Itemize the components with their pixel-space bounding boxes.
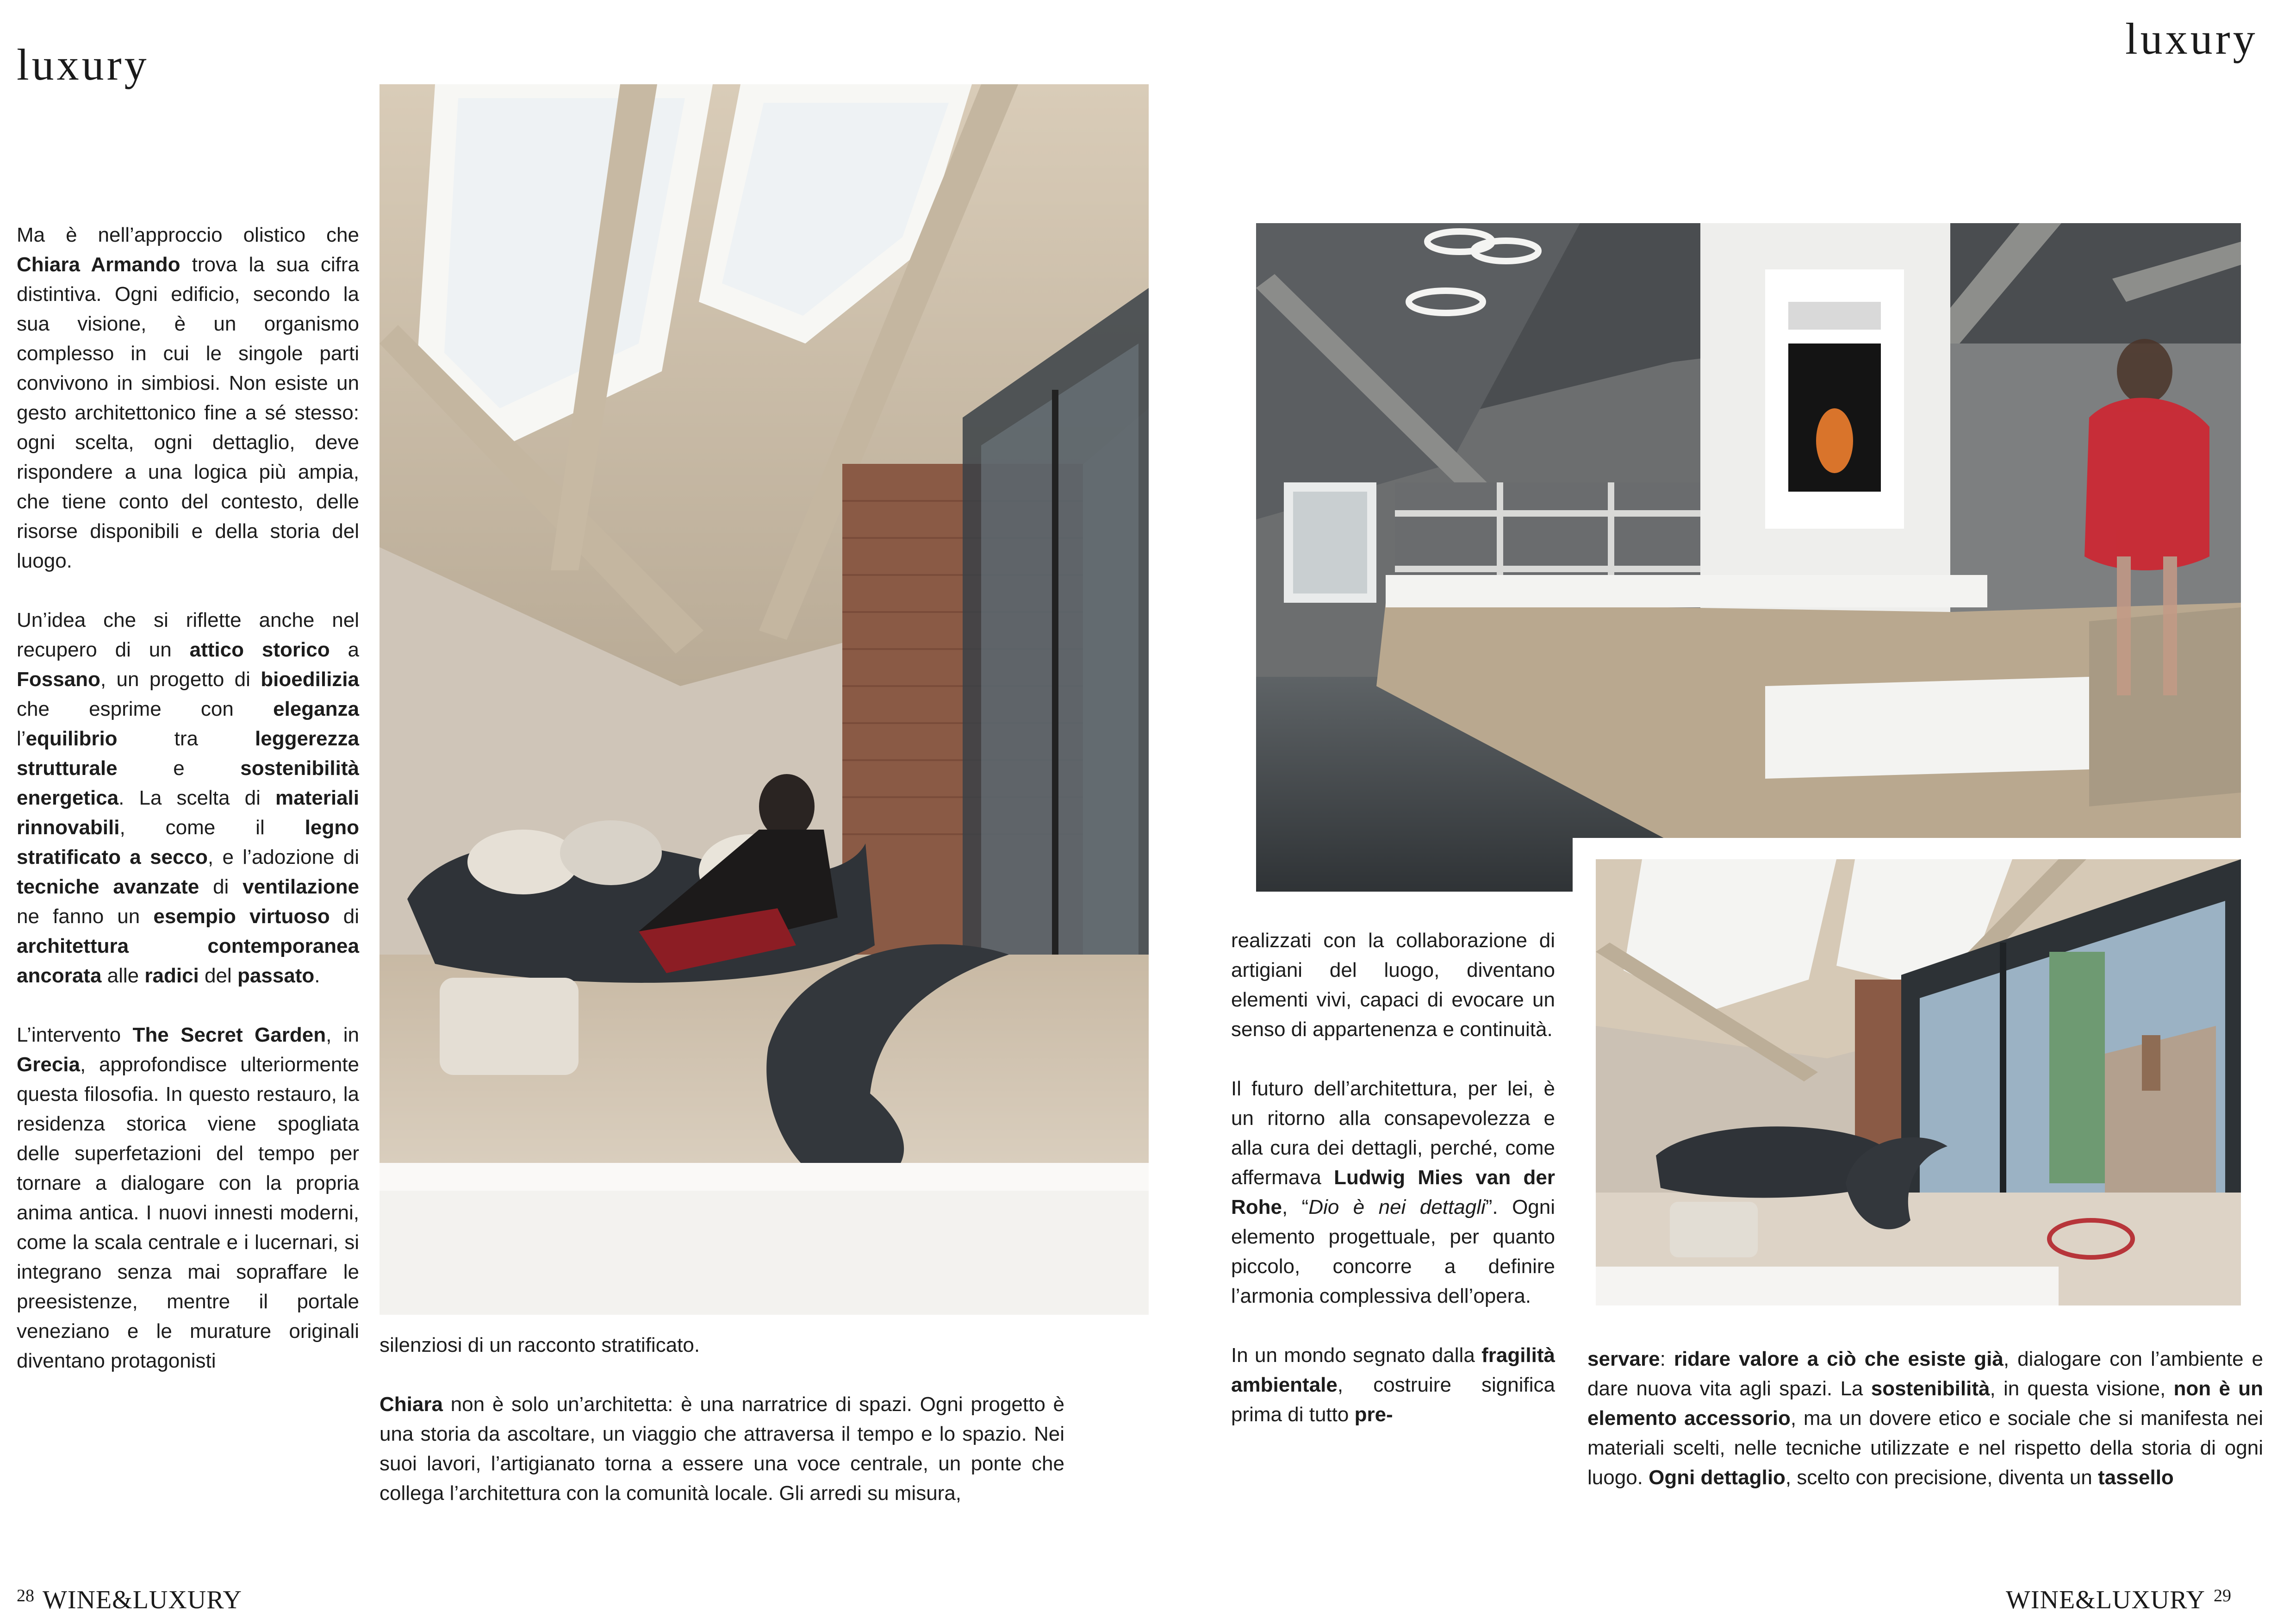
text-run: silenziosi di un racconto stratificato. (380, 1334, 700, 1356)
bold-text: materiali rinnovabili (17, 787, 359, 839)
living-fireplace-photo (1256, 223, 2241, 892)
text-run: In un mondo segnato dalla (1231, 1344, 1482, 1367)
text-run: di (199, 875, 243, 898)
text-run: non è solo un’architetta: è una narratrice di spazi. Ogni progetto è una storia da ascoltare, un viaggio che attraversa il tempo e lo spazio. Nei suoi lavori, l’artigianato torna a essere una voce centrale, un ponte che collega l’architettura con la comunità locale. Gli arredi su misura, (380, 1393, 1064, 1505)
paragraph (1587, 1344, 2263, 1493)
bold-text: Fossano (17, 668, 100, 691)
bold-text: ridare valore a ciò che esiste già (1674, 1348, 2004, 1370)
attic-window-photo (1596, 859, 2241, 1305)
text-run: : (1660, 1348, 1674, 1370)
text-run: , come il (119, 816, 305, 839)
text-run: , costruire significa prima di tutto (1231, 1374, 1555, 1426)
paragraph (380, 1330, 1064, 1360)
text-run: a (330, 638, 359, 661)
text-run: , scelto con precisione, diventa un (1785, 1466, 2098, 1489)
text-run: ”. Ogni elemento progettuale, per quanto piccolo, concorre a definire l’armonia complessiva dell’opera. (1231, 1196, 1556, 1307)
italic-text: Dio è nei dettagli (1308, 1196, 1486, 1218)
attic-sofa-photo (380, 84, 1149, 1315)
text-run: trova la sua cifra distintiva. Ogni edificio, secondo la sua visione, è un organismo complesso in cui le singole parti convivono in simbiosi. Non esiste un gesto architettonico fine a sé stesso: ogni scelta, ogni dettaglio, deve rispondere a una logica più ampia, che tiene conto del contesto, delle risorse disponibili e della storia del luogo. (17, 253, 360, 572)
right-column-3 (1231, 926, 1555, 1430)
bold-text: Ogni dettaglio (1649, 1466, 1786, 1489)
paragraph (17, 1020, 359, 1376)
left-footer (17, 1587, 242, 1613)
bold-text: Chiara Armando (17, 253, 180, 276)
bold-text: non è un elemento accessorio (1587, 1377, 2263, 1430)
text-run: alle (101, 964, 145, 987)
paragraph (17, 220, 359, 576)
text-run: realizzati con la collaborazione di artigiani del luogo, diventano elementi vivi, capaci di evocare un senso di appartenenza e continuità. (1231, 929, 1555, 1041)
text-run: , e l’adozione di (207, 846, 360, 868)
bold-text: servare (1587, 1348, 1660, 1370)
bold-text: pre- (1354, 1403, 1393, 1426)
magazine-name-left: WINE&LUXURY (43, 1586, 242, 1614)
text-run: Il futuro dell’architettura, per lei, è un ritorno alla consapevolezza e alla cura dei dettagli, perché, come affermava (1231, 1077, 1555, 1189)
bold-text: attico storico (189, 638, 330, 661)
bold-text: ventilazione (243, 875, 359, 898)
right-column-4 (1587, 1344, 2263, 1493)
text-run: Ma è nell’approccio olistico che (17, 224, 359, 246)
text-run: , ma un dovere etico e sociale che si manifesta nei materiali scelti, nelle tecniche utilizzate e nel rispetto della storia di ogni luogo. (1587, 1407, 2263, 1489)
bold-text: leggerezza strutturale (17, 727, 359, 780)
text-run: di (330, 905, 359, 928)
bold-text: The Secret Garden (132, 1024, 326, 1046)
text-run: , approfondisce ulteriormente questa filosofia. In questo restauro, la residenza storica viene spogliata delle superfetazioni del tempo per tornare a dialogare con la propria anima antica. I nuovi innesti moderni, come la scala centrale e i lucernari, si integrano senza mai sopraffare le preesistenze, mentre il portale veneziano e le murature originali diventano protagonisti (17, 1053, 359, 1372)
right-header: luxury (2125, 14, 2258, 63)
text-run: . La scelta di (118, 787, 276, 809)
text-run: , un progetto di (100, 668, 261, 691)
text-run: del (199, 964, 237, 987)
text-run: tra (117, 727, 255, 750)
text-run: , “ (1282, 1196, 1309, 1218)
bold-text: Grecia (17, 1053, 80, 1076)
right-footer (2006, 1587, 2231, 1613)
bold-text: sostenibilità (1871, 1377, 1990, 1400)
paragraph (1231, 1074, 1555, 1311)
text-run: L’intervento (17, 1024, 133, 1046)
bold-text: fragilità ambientale (1231, 1344, 1555, 1396)
text-run: l’ (17, 727, 26, 750)
left-column-1 (17, 220, 359, 1376)
page-number-right: 29 (2213, 1586, 2231, 1605)
bold-text: bioedilizia (261, 668, 359, 691)
text-run: . (314, 964, 320, 987)
bold-text: esempio virtuoso (153, 905, 330, 928)
paragraph (1231, 1341, 1555, 1430)
bold-text: legno stratificato a secco (17, 816, 359, 868)
bold-text: Ludwig Mies van der Rohe (1231, 1166, 1555, 1218)
bold-text: radici (144, 964, 199, 987)
page-number-left: 28 (17, 1586, 34, 1605)
bold-text: Chiara (380, 1393, 443, 1416)
bold-text: equilibrio (25, 727, 118, 750)
paragraph (380, 1390, 1064, 1508)
bold-text: passato (237, 964, 315, 987)
text-run: che esprime con (17, 698, 274, 720)
text-run: Un’idea che si riflette anche nel recupero di un (17, 609, 359, 661)
bold-text: eleganza (273, 698, 359, 720)
text-run: e (117, 757, 241, 780)
paragraph (17, 606, 359, 991)
bold-text: tassello (2097, 1466, 2174, 1489)
bold-text: tecniche avanzate (17, 875, 199, 898)
left-header: luxury (17, 40, 149, 89)
bold-text: sostenibilità energetica (17, 757, 359, 809)
left-column-2 (380, 1330, 1064, 1508)
magazine-name-right: WINE&LUXURY (2006, 1586, 2205, 1614)
text-run: ne fanno un (17, 905, 154, 928)
bold-text: architettura contemporanea ancorata (17, 935, 359, 987)
text-run: , in (326, 1024, 359, 1046)
paragraph (1231, 926, 1555, 1044)
text-run: , in questa visione, (1990, 1377, 2174, 1400)
text-run: , dialogare con l’ambiente e dare nuova vita agli spazi. La (1587, 1348, 2264, 1400)
